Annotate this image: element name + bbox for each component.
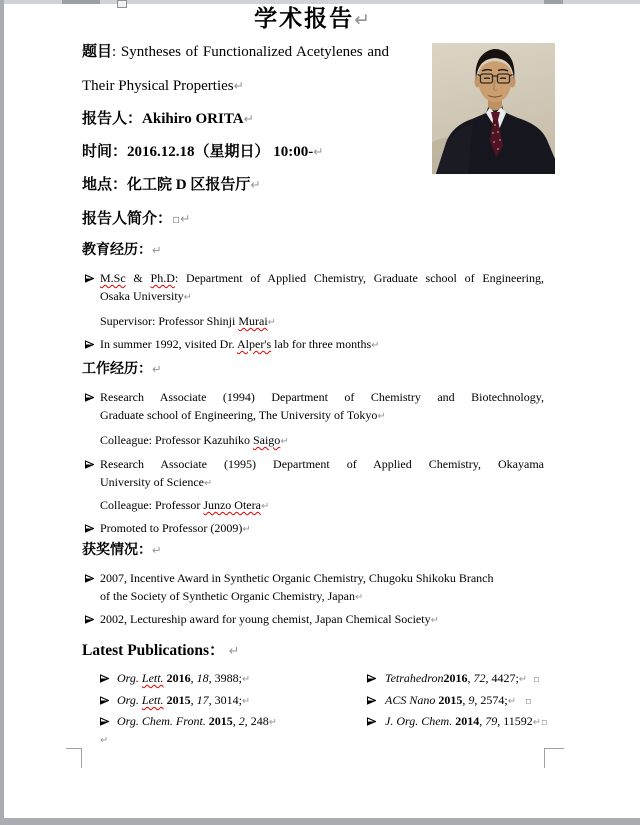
publication-right-3: J. Org. Chem. 2014, 79, 11592↵▫ [385, 714, 548, 729]
line-intro-label: 报告人简介：▫↵ [82, 211, 191, 227]
section-work: 工作经历：↵ [82, 362, 162, 377]
page-edge-bottom [0, 818, 640, 825]
publication-left-2: Org. Lett. 2015, 17, 3014;↵ [117, 693, 250, 708]
arrow-bullet-icon [85, 460, 94, 469]
work-item-2-line-2: University of Science↵ [100, 475, 213, 489]
text-boundary-mark-bottom-right [544, 748, 564, 768]
arrow-bullet-icon [85, 340, 94, 349]
text-boundary-mark-bottom-left [66, 748, 82, 768]
work-item-2-colleague: Colleague: Professor Junzo Otera↵ [100, 498, 270, 512]
arrow-bullet-icon [100, 717, 109, 726]
page-title: 学术报告↵ [254, 6, 372, 31]
trailing-paragraph-mark: ↵ [100, 735, 109, 746]
line-venue: 地点：化工院 D 区报告厅↵ [82, 177, 261, 193]
speaker-portrait-image [432, 43, 555, 174]
award-item-1-line-1: 2007, Incentive Award in Synthetic Organic Chemistry, Chugoku Shikoku Branch [100, 571, 494, 585]
arrow-bullet-icon [367, 674, 376, 683]
work-item-1-line-1: Research Associate (1994) Department of Chemistry and Biotechnology, [100, 390, 544, 405]
arrow-bullet-icon [85, 524, 94, 533]
scrollbar-fragment-left[interactable] [62, 0, 100, 4]
arrow-bullet-icon [100, 696, 109, 705]
scrollbar-fragment-right[interactable] [544, 0, 563, 4]
work-item-3: Promoted to Professor (2009)↵ [100, 521, 251, 536]
arrow-bullet-icon [85, 615, 94, 624]
arrow-bullet-icon [100, 674, 109, 683]
section-awards: 获奖情况：↵ [82, 543, 162, 558]
publications-heading: Latest Publications： ↵ [82, 642, 240, 659]
publication-left-1: Org. Lett. 2016, 18, 3988;↵ [117, 671, 250, 686]
publication-left-3: Org. Chem. Front. 2015, 2, 248↵ [117, 714, 277, 729]
work-item-1-colleague: Colleague: Professor Kazuhiko Saigo↵ [100, 433, 289, 447]
arrow-bullet-icon [367, 717, 376, 726]
edu-item-1-supervisor: Supervisor: Professor Shinji Murai↵ [100, 314, 276, 328]
publication-right-1: Tetrahedron2016, 72, 4427;↵ ▫ [385, 671, 540, 686]
edu-item-1-line-2: Osaka University↵ [100, 289, 192, 303]
section-education: 教育经历：↵ [82, 243, 162, 258]
line-topic-1: 题目: Syntheses of Functionalized Acetylenes and [82, 44, 390, 60]
arrow-bullet-icon [85, 393, 94, 402]
award-item-2: 2002, Lectureship award for young chemist, Japan Chemical Society↵ [100, 612, 439, 627]
line-speaker: 报告人：Akihiro ORITA↵ [82, 111, 254, 127]
edu-item-2: In summer 1992, visited Dr. Alper's lab for three months↵ [100, 337, 379, 352]
arrow-bullet-icon [367, 696, 376, 705]
speaker-photo [432, 43, 555, 174]
arrow-bullet-icon [85, 274, 94, 283]
award-item-1-line-2: of the Society of Synthetic Organic Chemistry, Japan↵ [100, 589, 364, 603]
line-time: 时间：2016.12.18（星期日） 10:00-↵ [82, 144, 324, 160]
work-item-1-line-2: Graduate school of Engineering, The University of Tokyo↵ [100, 408, 386, 422]
arrow-bullet-icon [85, 574, 94, 583]
publication-right-2: ACS Nano 2015, 9, 2574;↵ ▫ [385, 693, 532, 708]
work-item-2-line-1: Research Associate (1995) Department of Applied Chemistry, Okayama [100, 457, 544, 472]
edu-item-1-line-1: M.Sc & Ph.D: Department of Applied Chemistry, Graduate school of Engineering, [100, 271, 544, 286]
line-topic-2: Their Physical Properties↵ [82, 78, 244, 94]
page-edge-left [0, 0, 4, 825]
